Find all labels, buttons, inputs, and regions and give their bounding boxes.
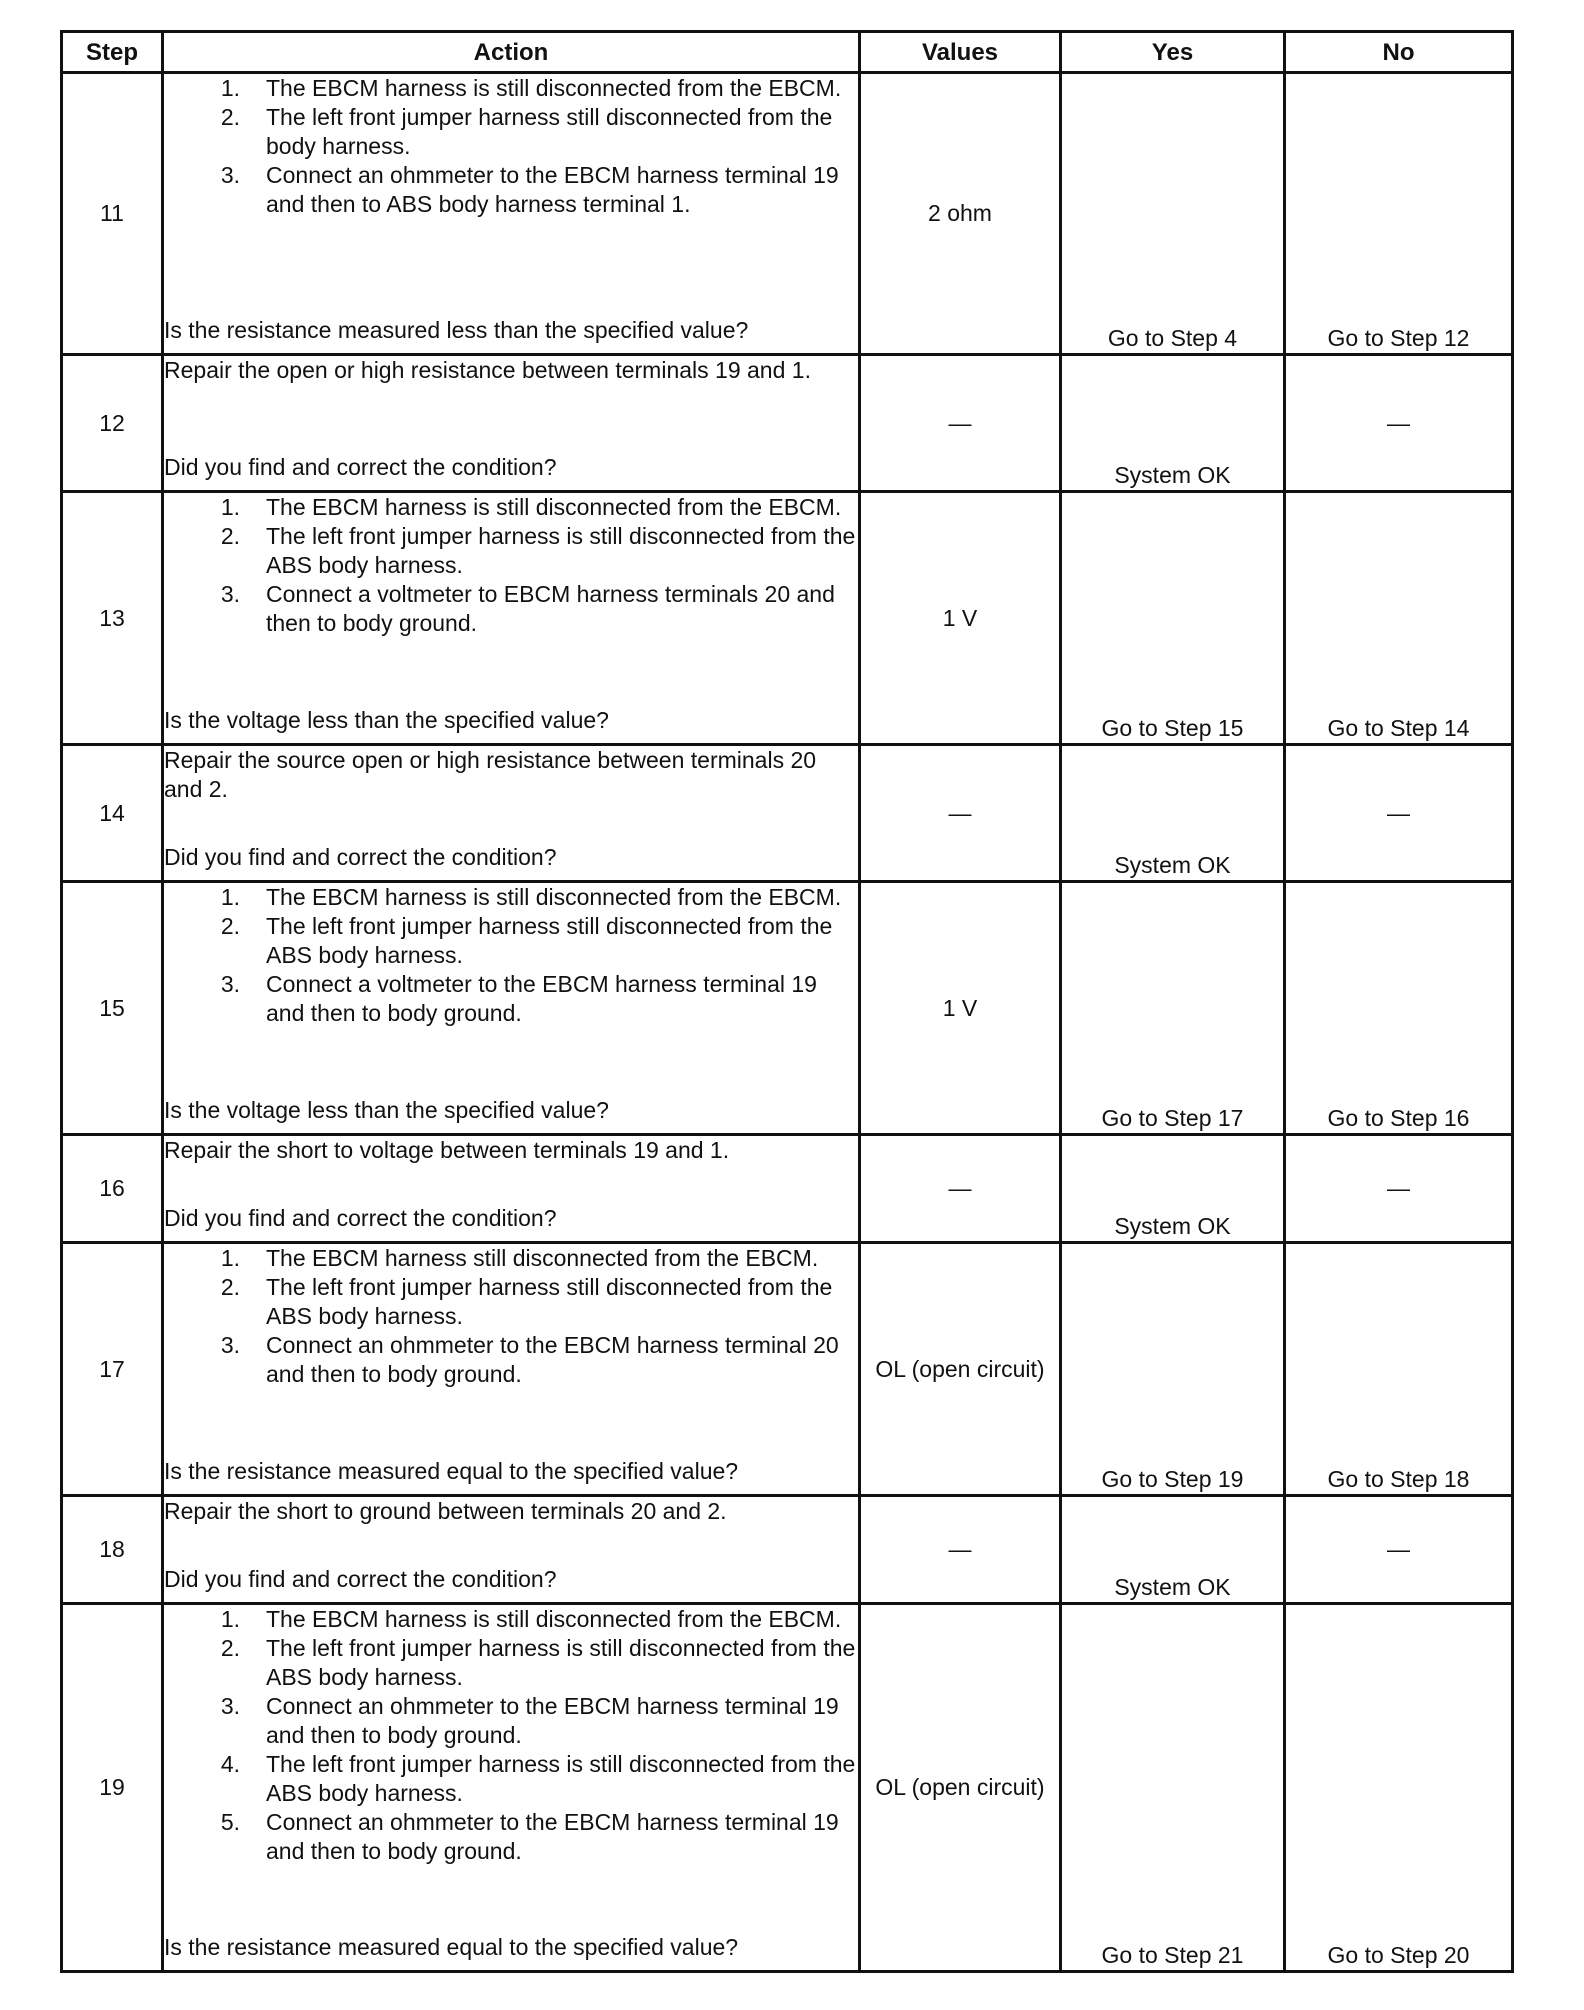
list-item: 2. The left front jumper harness is still disconnected from the ABS body harness.	[220, 1635, 856, 1690]
no-cell: Go to Step 18	[1285, 1243, 1513, 1496]
step-number: 17	[62, 1243, 163, 1496]
yes-cell: Go to Step 17	[1061, 882, 1285, 1135]
value-cell: —	[860, 1496, 1061, 1604]
value-cell: —	[860, 1135, 1061, 1243]
action-cell	[163, 1496, 860, 1604]
table-row	[62, 745, 1513, 882]
yes-cell: Go to Step 4	[1061, 73, 1285, 355]
header-yes: Yes	[1061, 32, 1285, 73]
value-cell: OL (open circuit)	[860, 1604, 1061, 1972]
list-item: 1. The EBCM harness is still disconnected from the EBCM.	[220, 75, 842, 101]
action-cell	[163, 1135, 860, 1243]
action-cell	[163, 1243, 860, 1496]
diagnostic-table	[60, 30, 1514, 1973]
step-number: 19	[62, 1604, 163, 1972]
value-cell: 1 V	[860, 882, 1061, 1135]
action-cell	[163, 1604, 860, 1972]
value-cell: 2 ohm	[860, 73, 1061, 355]
list-item: 3. Connect an ohmmeter to the EBCM harness terminal 20 and then to body ground.	[220, 1332, 839, 1387]
list-item: 1. The EBCM harness is still disconnected from the EBCM.	[220, 884, 842, 910]
header-no: No	[1285, 32, 1513, 73]
list-item: 3. Connect an ohmmeter to the EBCM harness terminal 19 and then to ABS body harness terminal 1.	[220, 162, 839, 217]
action-text: Repair the source open or high resistance between terminals 20 and 2.	[164, 747, 817, 802]
action-question: Did you find and correct the condition?	[164, 844, 557, 870]
list-item: 3. Connect a voltmeter to the EBCM harness terminal 19 and then to body ground.	[220, 971, 817, 1026]
table-row	[62, 492, 1513, 745]
header-action: Action	[163, 32, 860, 73]
no-cell: —	[1285, 355, 1513, 492]
action-question: Is the resistance measured less than the specified value?	[164, 317, 749, 343]
list-item: 1. The EBCM harness still disconnected from the EBCM.	[220, 1245, 819, 1271]
action-list	[164, 493, 858, 638]
action-list	[164, 74, 858, 219]
action-cell	[163, 73, 860, 355]
table-row	[62, 1135, 1513, 1243]
list-item: 2. The left front jumper harness is still disconnected from the ABS body harness.	[220, 523, 856, 578]
action-cell	[163, 492, 860, 745]
list-item: 1. The EBCM harness is still disconnected from the EBCM.	[220, 494, 842, 520]
value-cell: —	[860, 355, 1061, 492]
action-cell	[163, 745, 860, 882]
step-number: 16	[62, 1135, 163, 1243]
table-row	[62, 355, 1513, 492]
action-question: Did you find and correct the condition?	[164, 1566, 557, 1592]
step-number: 14	[62, 745, 163, 882]
value-cell: 1 V	[860, 492, 1061, 745]
value-cell: —	[860, 745, 1061, 882]
action-question: Did you find and correct the condition?	[164, 454, 557, 480]
action-text: Repair the open or high resistance between terminals 19 and 1.	[164, 357, 811, 383]
yes-cell: Go to Step 15	[1061, 492, 1285, 745]
table-row	[62, 1496, 1513, 1604]
action-list	[164, 883, 858, 1028]
no-cell: Go to Step 16	[1285, 882, 1513, 1135]
header-step: Step	[62, 32, 163, 73]
step-number: 12	[62, 355, 163, 492]
action-text: Repair the short to voltage between terminals 19 and 1.	[164, 1137, 730, 1163]
yes-cell: System OK	[1061, 1135, 1285, 1243]
step-number: 15	[62, 882, 163, 1135]
value-cell: OL (open circuit)	[860, 1243, 1061, 1496]
header-values: Values	[860, 32, 1061, 73]
yes-cell: System OK	[1061, 355, 1285, 492]
no-cell: Go to Step 14	[1285, 492, 1513, 745]
table-row	[62, 1243, 1513, 1496]
action-question: Did you find and correct the condition?	[164, 1205, 557, 1231]
table-row	[62, 882, 1513, 1135]
action-question: Is the resistance measured equal to the specified value?	[164, 1458, 739, 1484]
yes-cell: System OK	[1061, 745, 1285, 882]
list-item: 3. Connect a voltmeter to EBCM harness terminals 20 and then to body ground.	[220, 581, 835, 636]
action-question: Is the voltage less than the specified value?	[164, 707, 609, 733]
action-text: Repair the short to ground between terminals 20 and 2.	[164, 1498, 727, 1524]
action-question: Is the voltage less than the specified value?	[164, 1097, 609, 1123]
yes-cell: System OK	[1061, 1496, 1285, 1604]
list-item: 2. The left front jumper harness still disconnected from the body harness.	[220, 104, 833, 159]
no-cell: —	[1285, 745, 1513, 882]
yes-cell: Go to Step 19	[1061, 1243, 1285, 1496]
no-cell: Go to Step 20	[1285, 1604, 1513, 1972]
step-number: 18	[62, 1496, 163, 1604]
list-item: 4. The left front jumper harness is still disconnected from the ABS body harness.	[220, 1751, 856, 1806]
list-item: 2. The left front jumper harness still disconnected from the ABS body harness.	[220, 1274, 833, 1329]
action-list	[164, 1605, 858, 1866]
no-cell: —	[1285, 1496, 1513, 1604]
action-list	[164, 1244, 858, 1389]
action-question: Is the resistance measured equal to the specified value?	[164, 1934, 739, 1960]
no-cell: —	[1285, 1135, 1513, 1243]
list-item: 1. The EBCM harness is still disconnected from the EBCM.	[220, 1606, 842, 1632]
header-row	[62, 32, 1513, 73]
list-item: 3. Connect an ohmmeter to the EBCM harness terminal 19 and then to body ground.	[220, 1693, 839, 1748]
action-cell	[163, 882, 860, 1135]
action-cell	[163, 355, 860, 492]
step-number: 13	[62, 492, 163, 745]
table-row	[62, 73, 1513, 355]
step-number: 11	[62, 73, 163, 355]
yes-cell: Go to Step 21	[1061, 1604, 1285, 1972]
list-item: 5. Connect an ohmmeter to the EBCM harness terminal 19 and then to body ground.	[220, 1809, 839, 1864]
no-cell: Go to Step 12	[1285, 73, 1513, 355]
table-row	[62, 1604, 1513, 1972]
list-item: 2. The left front jumper harness still disconnected from the ABS body harness.	[220, 913, 833, 968]
